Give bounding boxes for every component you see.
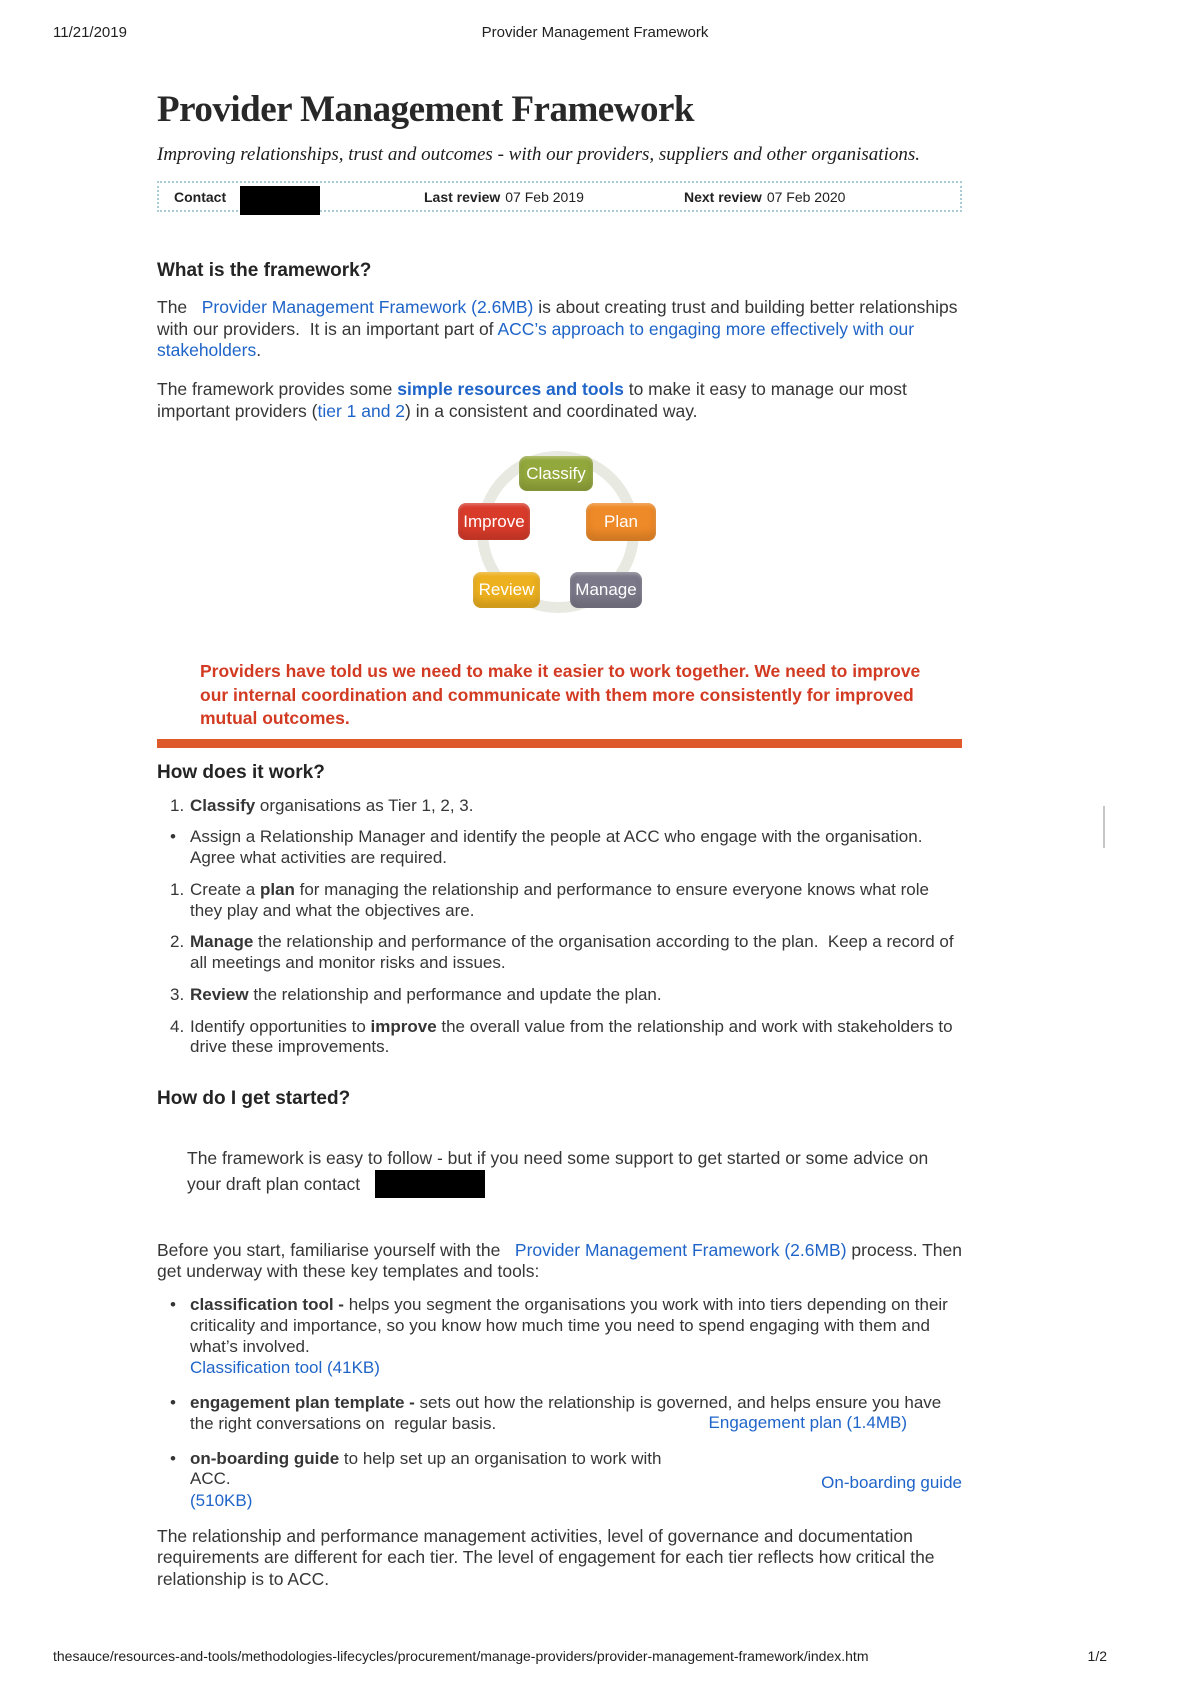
diagram-node-classify [519, 456, 593, 491]
section-heading-get-started: How do I get started? [157, 1088, 351, 1110]
last-review-label: Last review [424, 188, 501, 205]
text-run: classification tool - [190, 1295, 344, 1315]
how-it-works-list [157, 796, 962, 1058]
list-marker: • [170, 827, 176, 847]
next-review-value: 07 Feb 2020 [766, 188, 846, 205]
onboarding-guide-link[interactable]: On-boarding guide [821, 1472, 962, 1492]
tool-item-body [190, 1295, 962, 1379]
text-run: ) in a consistent and coordinated way. [405, 400, 698, 421]
last-review-value: 07 Feb 2019 [505, 188, 584, 205]
diagram-node-classify-label: Classify [526, 463, 586, 483]
list-item-text [190, 985, 962, 1006]
print-footer [53, 1648, 1137, 1664]
document-content [157, 0, 962, 1591]
text-run: plan [259, 879, 295, 899]
text-run: The framework provides some [157, 379, 398, 400]
list-item-engagement-plan [157, 1393, 962, 1434]
providers-quote: Providers have told us we need to make it easier to work together. We need to improve our internal coordination and communicate with them more consistently for improved mutual outcomes. [200, 661, 921, 728]
text-run: organisations as Tier 1, 2, 3. [255, 795, 474, 815]
tiers-summary-paragraph: The relationship and performance management activities, level of governance and documentation requirements are different for each tier. The level of engagement for each tier reflects how critical the relationship is to ACC. [157, 1525, 935, 1590]
text-run: Assign a Relationship Manager and identify the people at ACC who engage with the organisation. Agree what activities are required. [190, 827, 928, 868]
diagram-node-improve-label: Improve [463, 511, 525, 531]
diagram-node-review-label: Review [478, 580, 535, 600]
text-run: on-boarding guide [190, 1448, 340, 1468]
page-title: Provider Management Framework [157, 89, 694, 130]
text-run: The framework is easy to follow - but if you need some support to get started or some advice on your draft plan contact [187, 1148, 929, 1194]
list-item [157, 880, 962, 921]
page-subtitle: Improving relationships, trust and outcomes - with our providers, suppliers and other organisations. [157, 144, 920, 165]
list-item-text [190, 827, 962, 868]
list-marker: 4. [170, 1016, 185, 1036]
classification-tool-link[interactable]: Classification tool (41KB) [190, 1358, 380, 1378]
list-marker: • [170, 1295, 176, 1315]
list-item-text [190, 880, 962, 921]
diagram-node-improve [458, 503, 530, 540]
what-paragraph-2 [157, 379, 962, 422]
print-date: 11/21/2019 [53, 24, 127, 41]
contact-label: Contact [174, 188, 227, 205]
meta-last-review [424, 189, 684, 205]
footer-url-path: thesauce/resources-and-tools/methodologies-lifecycles/procurement/manage-providers/provider-management-framework/index.htm [53, 1648, 869, 1664]
list-marker: 2. [170, 932, 185, 952]
inline-link[interactable]: simple resources and tools [397, 379, 624, 400]
list-item-text [190, 796, 962, 817]
list-marker: • [170, 1448, 176, 1468]
redacted-text [375, 1170, 485, 1198]
list-item-text [190, 932, 962, 973]
list-item-classification-tool [157, 1295, 962, 1379]
orange-divider [157, 739, 962, 748]
text-run: Create a [190, 879, 260, 899]
footer-page-number: 1/2 [1087, 1648, 1107, 1664]
meta-contact [174, 182, 424, 211]
list-item [157, 985, 962, 1006]
text-run: the relationship and performance of the organisation according to the plan. Keep a record of all meetings and monitor risks and issues. [190, 932, 954, 973]
text-run: Review [190, 984, 249, 1004]
section-heading-what-is-framework: What is the framework? [157, 260, 372, 281]
text-run: improve [370, 1016, 437, 1036]
metadata-box [157, 181, 962, 212]
diagram-node-plan-label: Plan [603, 512, 639, 532]
section-heading-how-does-it-work: How does it work? [157, 761, 325, 783]
text-run: to help set up an organisation to work with ACC. [190, 1448, 662, 1489]
templates-tools-list [157, 1295, 962, 1512]
text-run: is about creating trust and building better relationships with our providers. It is an important part of [157, 297, 958, 339]
next-review-label: Next review [684, 188, 762, 205]
before-you-start-paragraph [157, 1240, 962, 1283]
text-run: The [157, 297, 202, 317]
lifecycle-diagram [440, 450, 680, 626]
text-run: Classify [190, 795, 256, 815]
list-marker: 1. [170, 879, 185, 899]
redacted-contact-name [240, 186, 320, 215]
diagram-node-manage [570, 572, 642, 608]
text-run: the relationship and performance and update the plan. [248, 984, 662, 1004]
list-item [157, 796, 962, 817]
text-run: to make it easy to manage our most important providers ( [157, 379, 907, 421]
text-run: for managing the relationship and performance to ensure everyone knows what role they play and what the objectives are. [190, 879, 929, 920]
text-run: sets out how the relationship is governed, and helps ensure you have the right conversations on regular basis. [190, 1393, 942, 1433]
meta-next-review [684, 189, 960, 205]
text-run: Manage [190, 932, 254, 952]
scan-artifact [1103, 806, 1105, 848]
text-run: engagement plan template - [190, 1393, 415, 1413]
diagram-node-manage-label: Manage [575, 580, 637, 600]
list-marker: 1. [170, 795, 185, 815]
inline-link[interactable]: ACC’s approach to engaging more effectively with our stakeholders [157, 318, 915, 361]
inline-link[interactable]: tier 1 and 2 [317, 400, 406, 421]
inline-link[interactable]: Provider Management Framework (2.6MB) [514, 1239, 847, 1260]
diagram-node-plan [586, 503, 656, 541]
onboarding-guide-size-link[interactable]: (510KB) [190, 1491, 253, 1510]
get-started-intro [187, 1148, 947, 1198]
list-item [157, 1017, 962, 1058]
list-marker: 3. [170, 984, 185, 1004]
text-run: process. Then get underway with these key templates and tools: [157, 1239, 962, 1282]
diagram-node-review [473, 572, 540, 608]
text-run: the overall value from the relationship and work with stakeholders to drive these improvements. [190, 1016, 953, 1057]
list-item-onboarding-guide [157, 1449, 962, 1512]
print-title: Provider Management Framework [481, 24, 709, 41]
list-item [157, 932, 962, 973]
text-run: helps you segment the organisations you work with into tiers depending on their criticality and importance, so you know how much time you need to spend engaging with them and what’s involved. [190, 1295, 948, 1356]
text-run: Before you start, familiarise yourself with the [157, 1239, 515, 1260]
text-run: Identify opportunities to [190, 1016, 371, 1036]
tool-item-text [190, 1295, 962, 1357]
tool-item-text [190, 1449, 670, 1490]
text-run: . [256, 340, 262, 361]
list-item [157, 827, 962, 868]
list-marker: • [170, 1393, 176, 1413]
list-item-text [190, 1017, 962, 1058]
what-paragraph-1 [157, 297, 962, 362]
inline-link[interactable]: Provider Management Framework (2.6MB) [201, 297, 534, 317]
engagement-plan-link[interactable]: Engagement plan (1.4MB) [708, 1412, 907, 1432]
